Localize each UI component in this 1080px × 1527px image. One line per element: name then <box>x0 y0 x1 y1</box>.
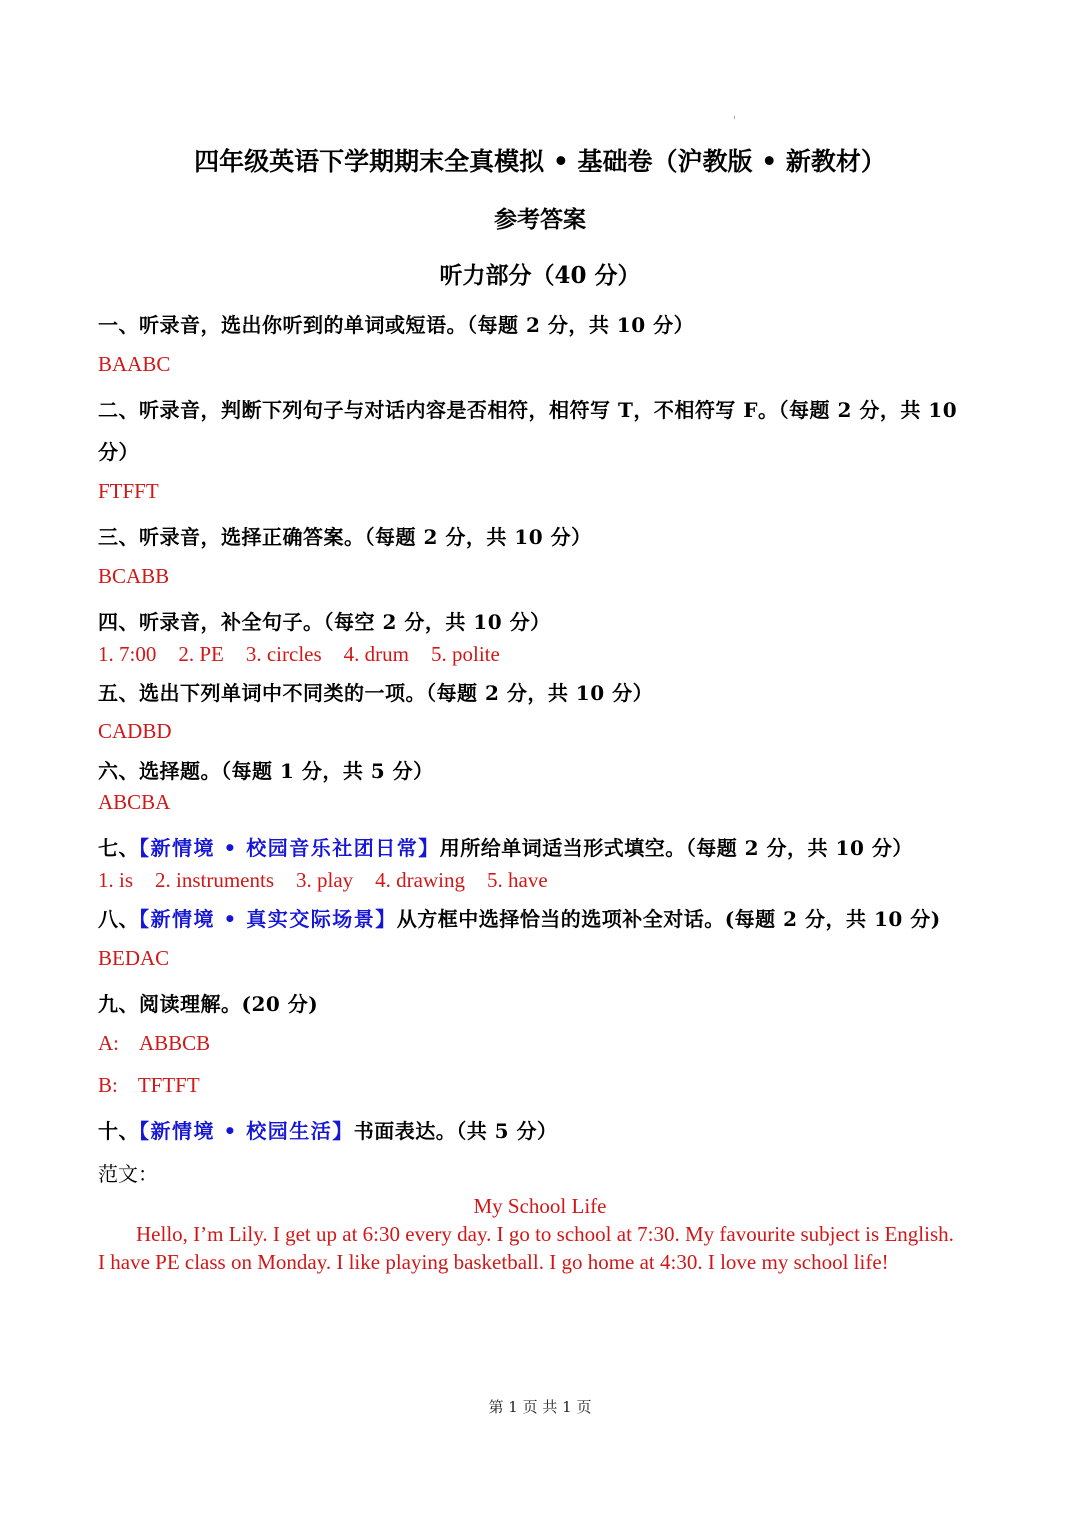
question-1-heading: 一、听录音，选出你听到的单词或短语。（每题 2 分，共 10 分） <box>98 313 695 337</box>
answer-item: 1. 7:00 <box>98 642 157 666</box>
question-9-part-a <box>98 1031 210 1056</box>
page-footer: 第 1 页 共 1 页 <box>488 1398 592 1416</box>
question-2-heading: 二、听录音，判断下列句子与对话内容是否相符，相符写 T，不相符写 F。（每题 2 分，共 10 <box>98 398 958 422</box>
question-9-part-b <box>98 1073 200 1098</box>
question-10-heading <box>98 1115 558 1144</box>
question-7-context-tag: 【新情境 • 校园音乐社团日常】 <box>139 836 440 860</box>
part-b-label: B: <box>98 1073 118 1097</box>
answer-item: 5. have <box>487 868 548 892</box>
answer-item: 1. is <box>98 868 134 892</box>
answer-item: 3. play <box>296 868 354 892</box>
answer-item: 4. drum <box>343 642 409 666</box>
essay-line-2: I have PE class on Monday. I like playing basketball. I go home at 4:30. I love my school life! <box>98 1250 889 1274</box>
question-7-prefix: 七、 <box>98 836 139 860</box>
answer-item: 4. drawing <box>375 868 465 892</box>
essay-title: My School Life <box>473 1194 607 1218</box>
answer-item: 2. PE <box>178 642 224 666</box>
question-3-heading: 三、听录音，选择正确答案。（每题 2 分，共 10 分） <box>98 525 592 549</box>
question-7-answers <box>98 868 548 893</box>
question-7-heading <box>98 832 913 861</box>
question-2-answer: FTFFT <box>98 479 159 503</box>
question-4-answers <box>98 642 500 667</box>
question-7-instruction: 用所给单词适当形式填空。（每题 2 分，共 10 分） <box>439 836 913 860</box>
question-2-heading-cont: 分） <box>98 440 139 464</box>
question-10-context-tag: 【新情境 • 校园生活】 <box>139 1119 354 1143</box>
document-title: 四年级英语下学期期末全真模拟 • 基础卷（沪教版 • 新教材） <box>194 147 886 176</box>
question-8-context-tag: 【新情境 • 真实交际场景】 <box>139 907 397 931</box>
essay-line-1: Hello, I’m Lily. I get up at 6:30 every day. I go to school at 7:30. My favourite subject is English. <box>136 1222 954 1246</box>
question-3-answer: BCABB <box>98 564 170 588</box>
question-6-answer: ABCBA <box>98 790 171 814</box>
question-5-heading: 五、选出下列单词中不同类的一项。（每题 2 分，共 10 分） <box>98 681 654 705</box>
part-b-answer: TFTFT <box>137 1073 200 1097</box>
question-8-answer: BEDAC <box>98 946 170 970</box>
section-title: 听力部分（40 分） <box>439 262 641 289</box>
sample-label: 范文： <box>98 1162 158 1186</box>
document-subtitle: 参考答案 <box>494 206 586 233</box>
question-9-heading: 九、阅读理解。(20 分) <box>98 992 319 1016</box>
question-8-heading <box>98 903 941 932</box>
scan-dot <box>734 116 735 119</box>
part-a-label: A: <box>98 1031 119 1055</box>
answer-item: 2. instruments <box>155 868 275 892</box>
answer-item: 3. circles <box>245 642 322 666</box>
question-6-heading: 六、选择题。（每题 1 分，共 5 分） <box>98 759 434 783</box>
question-8-prefix: 八、 <box>98 907 139 931</box>
question-1-answer: BAABC <box>98 352 171 376</box>
question-5-answer: CADBD <box>98 719 172 743</box>
question-10-instruction: 书面表达。（共 5 分） <box>353 1119 558 1143</box>
answer-item: 5. polite <box>430 642 500 666</box>
question-8-instruction: 从方框中选择恰当的选项补全对话。(每题 2 分，共 10 分) <box>396 907 941 931</box>
question-10-prefix: 十、 <box>98 1119 139 1143</box>
part-a-answer: ABBCB <box>139 1031 211 1055</box>
question-4-heading: 四、听录音，补全句子。（每空 2 分，共 10 分） <box>98 610 551 634</box>
